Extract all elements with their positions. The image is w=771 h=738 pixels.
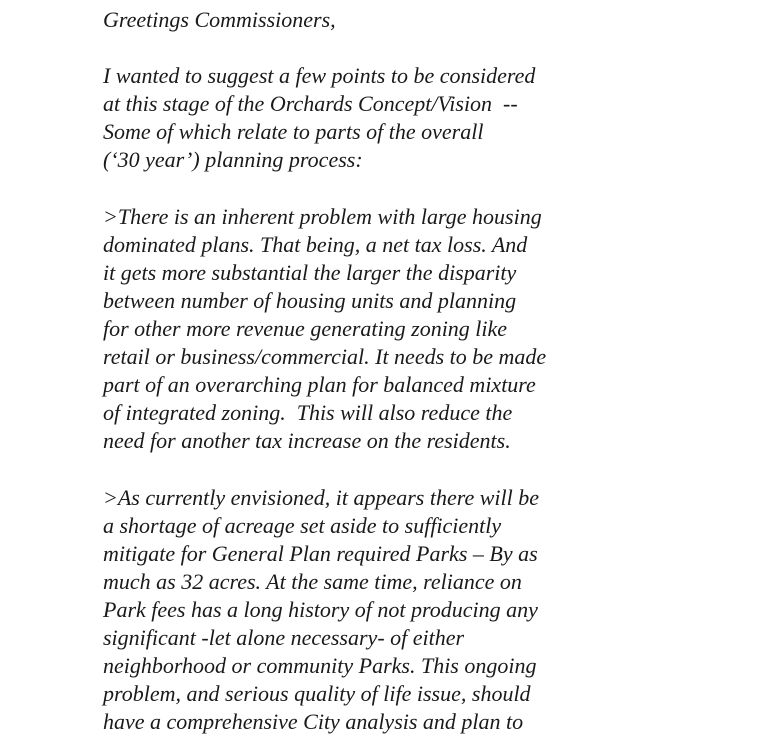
intro-line: at this stage of the Orchards Concept/Vision -- [103, 91, 518, 117]
point-tax-line: it gets more substantial the larger the disparity [103, 259, 517, 285]
intro-line: Some of which relate to parts of the overall [103, 119, 484, 145]
point-parks-line: >As currently envisioned, it appears there will be [103, 484, 540, 510]
intro-line: (‘30 year’) planning process: [103, 147, 363, 173]
intro-line: I wanted to suggest a few points to be considered [103, 63, 536, 89]
point-tax-line: >There is an inherent problem with large housing [103, 203, 542, 229]
point-parks-line: problem, and serious quality of life issue, should [103, 681, 531, 707]
paragraph-gap [103, 456, 763, 484]
point-parks-line: a shortage of acreage set aside to sufficiently [103, 512, 502, 538]
point-tax-line: between number of housing units and planning [103, 287, 517, 313]
point-parks-line: have a comprehensive City analysis and plan to [103, 709, 524, 735]
paragraph-gap [103, 175, 763, 203]
point-tax-line: dominated plans. That being, a net tax loss. And [103, 231, 528, 257]
paragraph-gap [103, 34, 763, 62]
greeting-line: Greetings Commissioners, [103, 7, 336, 32]
intro-paragraph [103, 62, 763, 174]
point-parks-line: neighborhood or community Parks. This ongoing [103, 653, 537, 679]
point-parks-line: significant -let alone necessary- of either [103, 625, 465, 651]
point-parks-line: much as 32 acres. At the same time, reliance on [103, 568, 522, 594]
point-tax-line: part of an overarching plan for balanced mixture [103, 372, 536, 398]
point-tax-line: for other more revenue generating zoning like [103, 316, 508, 342]
point-tax-line: need for another tax increase on the residents. [103, 428, 511, 454]
point-parks-line: Park fees has a long history of not producing any [103, 596, 538, 622]
point-tax-line: of integrated zoning. This will also reduce the [103, 400, 513, 426]
point-tax-line: retail or business/commercial. It needs to be made [103, 344, 547, 370]
point-parks-paragraph [103, 484, 763, 737]
point-tax-paragraph [103, 203, 763, 456]
letter-body [103, 6, 763, 736]
point-parks-line: mitigate for General Plan required Parks – By as [103, 540, 538, 566]
